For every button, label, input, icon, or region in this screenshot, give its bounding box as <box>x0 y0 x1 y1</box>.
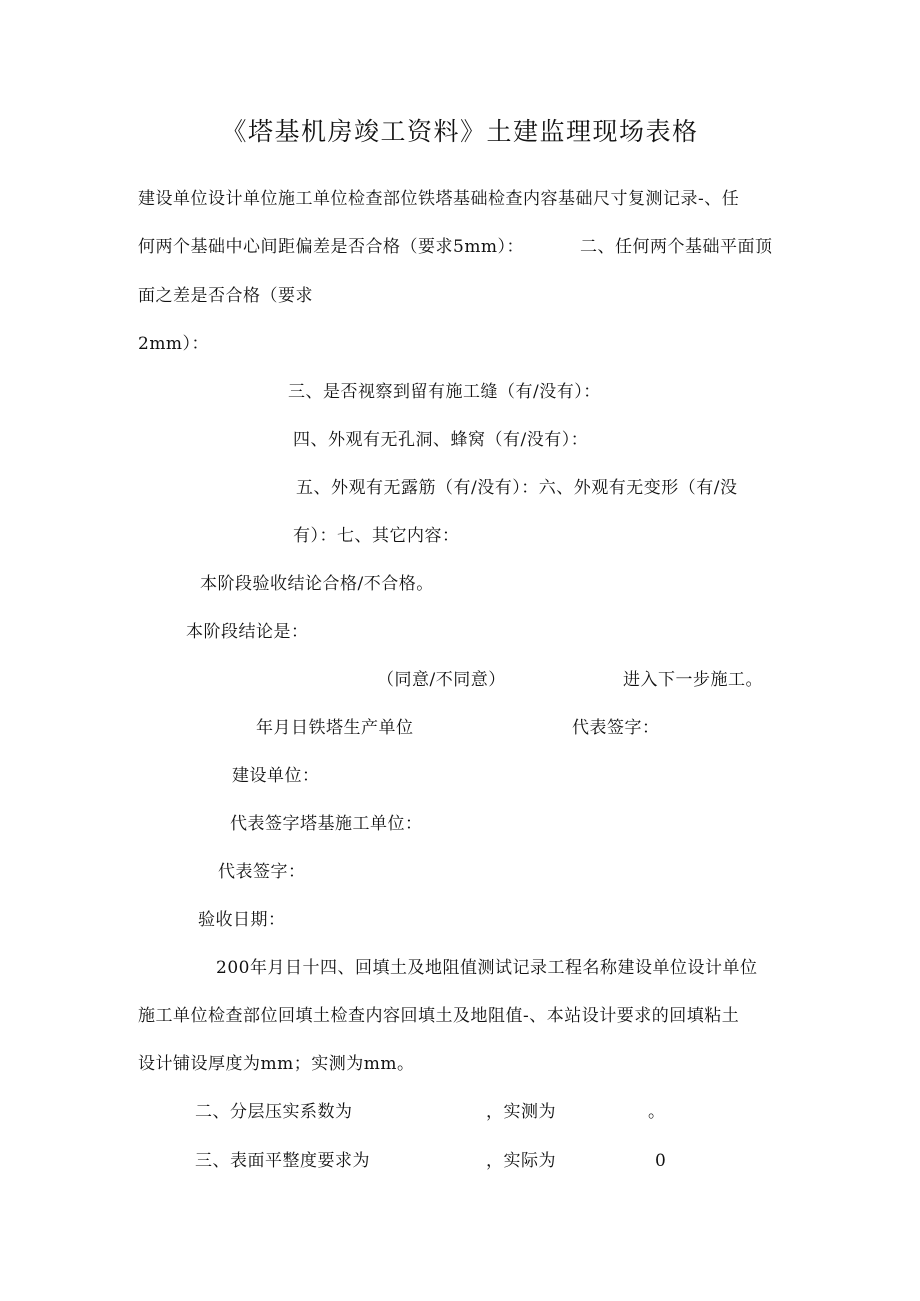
text-line: 200年月日十四、回填土及地阻值测试记录工程名称建设单位设计单位 <box>216 958 758 978</box>
text-line: 设计铺设厚度为mm；实测为mm。 <box>138 1054 415 1074</box>
text-line: 建设单位设计单位施工单位检查部位铁塔基础检查内容基础尺寸复测记录-、任 <box>138 189 740 209</box>
text-line: ，实际为 <box>486 1151 556 1171</box>
text-line: 。 <box>648 1102 666 1122</box>
text-line: 三、是否视察到留有施工缝（有/没有）： <box>288 382 601 402</box>
text-line: 二、分层压实系数为 <box>195 1102 353 1122</box>
text-line: 建设单位： <box>232 766 320 786</box>
text-line: 三、表面平整度要求为 <box>195 1151 370 1171</box>
text-line: 五、外观有无露筋（有/没有）：六、外观有无变形（有/没 <box>296 478 738 498</box>
text-line: 施工单位检查部位回填土检查内容回填土及地阻值-、本站设计要求的回填粘土 <box>138 1006 740 1026</box>
text-line: 有）：七、其它内容： <box>293 526 460 546</box>
text-line: 四、外观有无孔洞、蜂窝（有/没有）： <box>293 430 589 450</box>
text-line: 本阶段验收结论合格/不合格。 <box>200 574 434 594</box>
text-line: 代表签字： <box>572 718 660 738</box>
text-line: ，实测为 <box>486 1102 556 1122</box>
page-title: 《塔基机房竣工资料》土建监理现场表格 <box>221 117 699 146</box>
text-line: 年月日铁塔生产单位 <box>256 718 414 738</box>
text-line: 进入下一步施工。 <box>623 670 763 690</box>
text-line: 代表签字： <box>218 862 306 882</box>
text-line: 验收日期： <box>198 910 286 930</box>
text-line: 何两个基础中心间距偏差是否合格（要求5mm）： <box>138 237 525 257</box>
text-line: 代表签字塔基施工单位： <box>230 814 423 834</box>
text-line: （同意/不同意） <box>377 670 506 690</box>
text-line: 2mm）： <box>138 334 210 354</box>
text-line: 0 <box>655 1151 667 1171</box>
text-line: 二、任何两个基础平面顶 <box>580 237 773 257</box>
text-line: 面之差是否合格（要求 <box>138 286 313 306</box>
text-line: 本阶段结论是： <box>186 622 309 642</box>
